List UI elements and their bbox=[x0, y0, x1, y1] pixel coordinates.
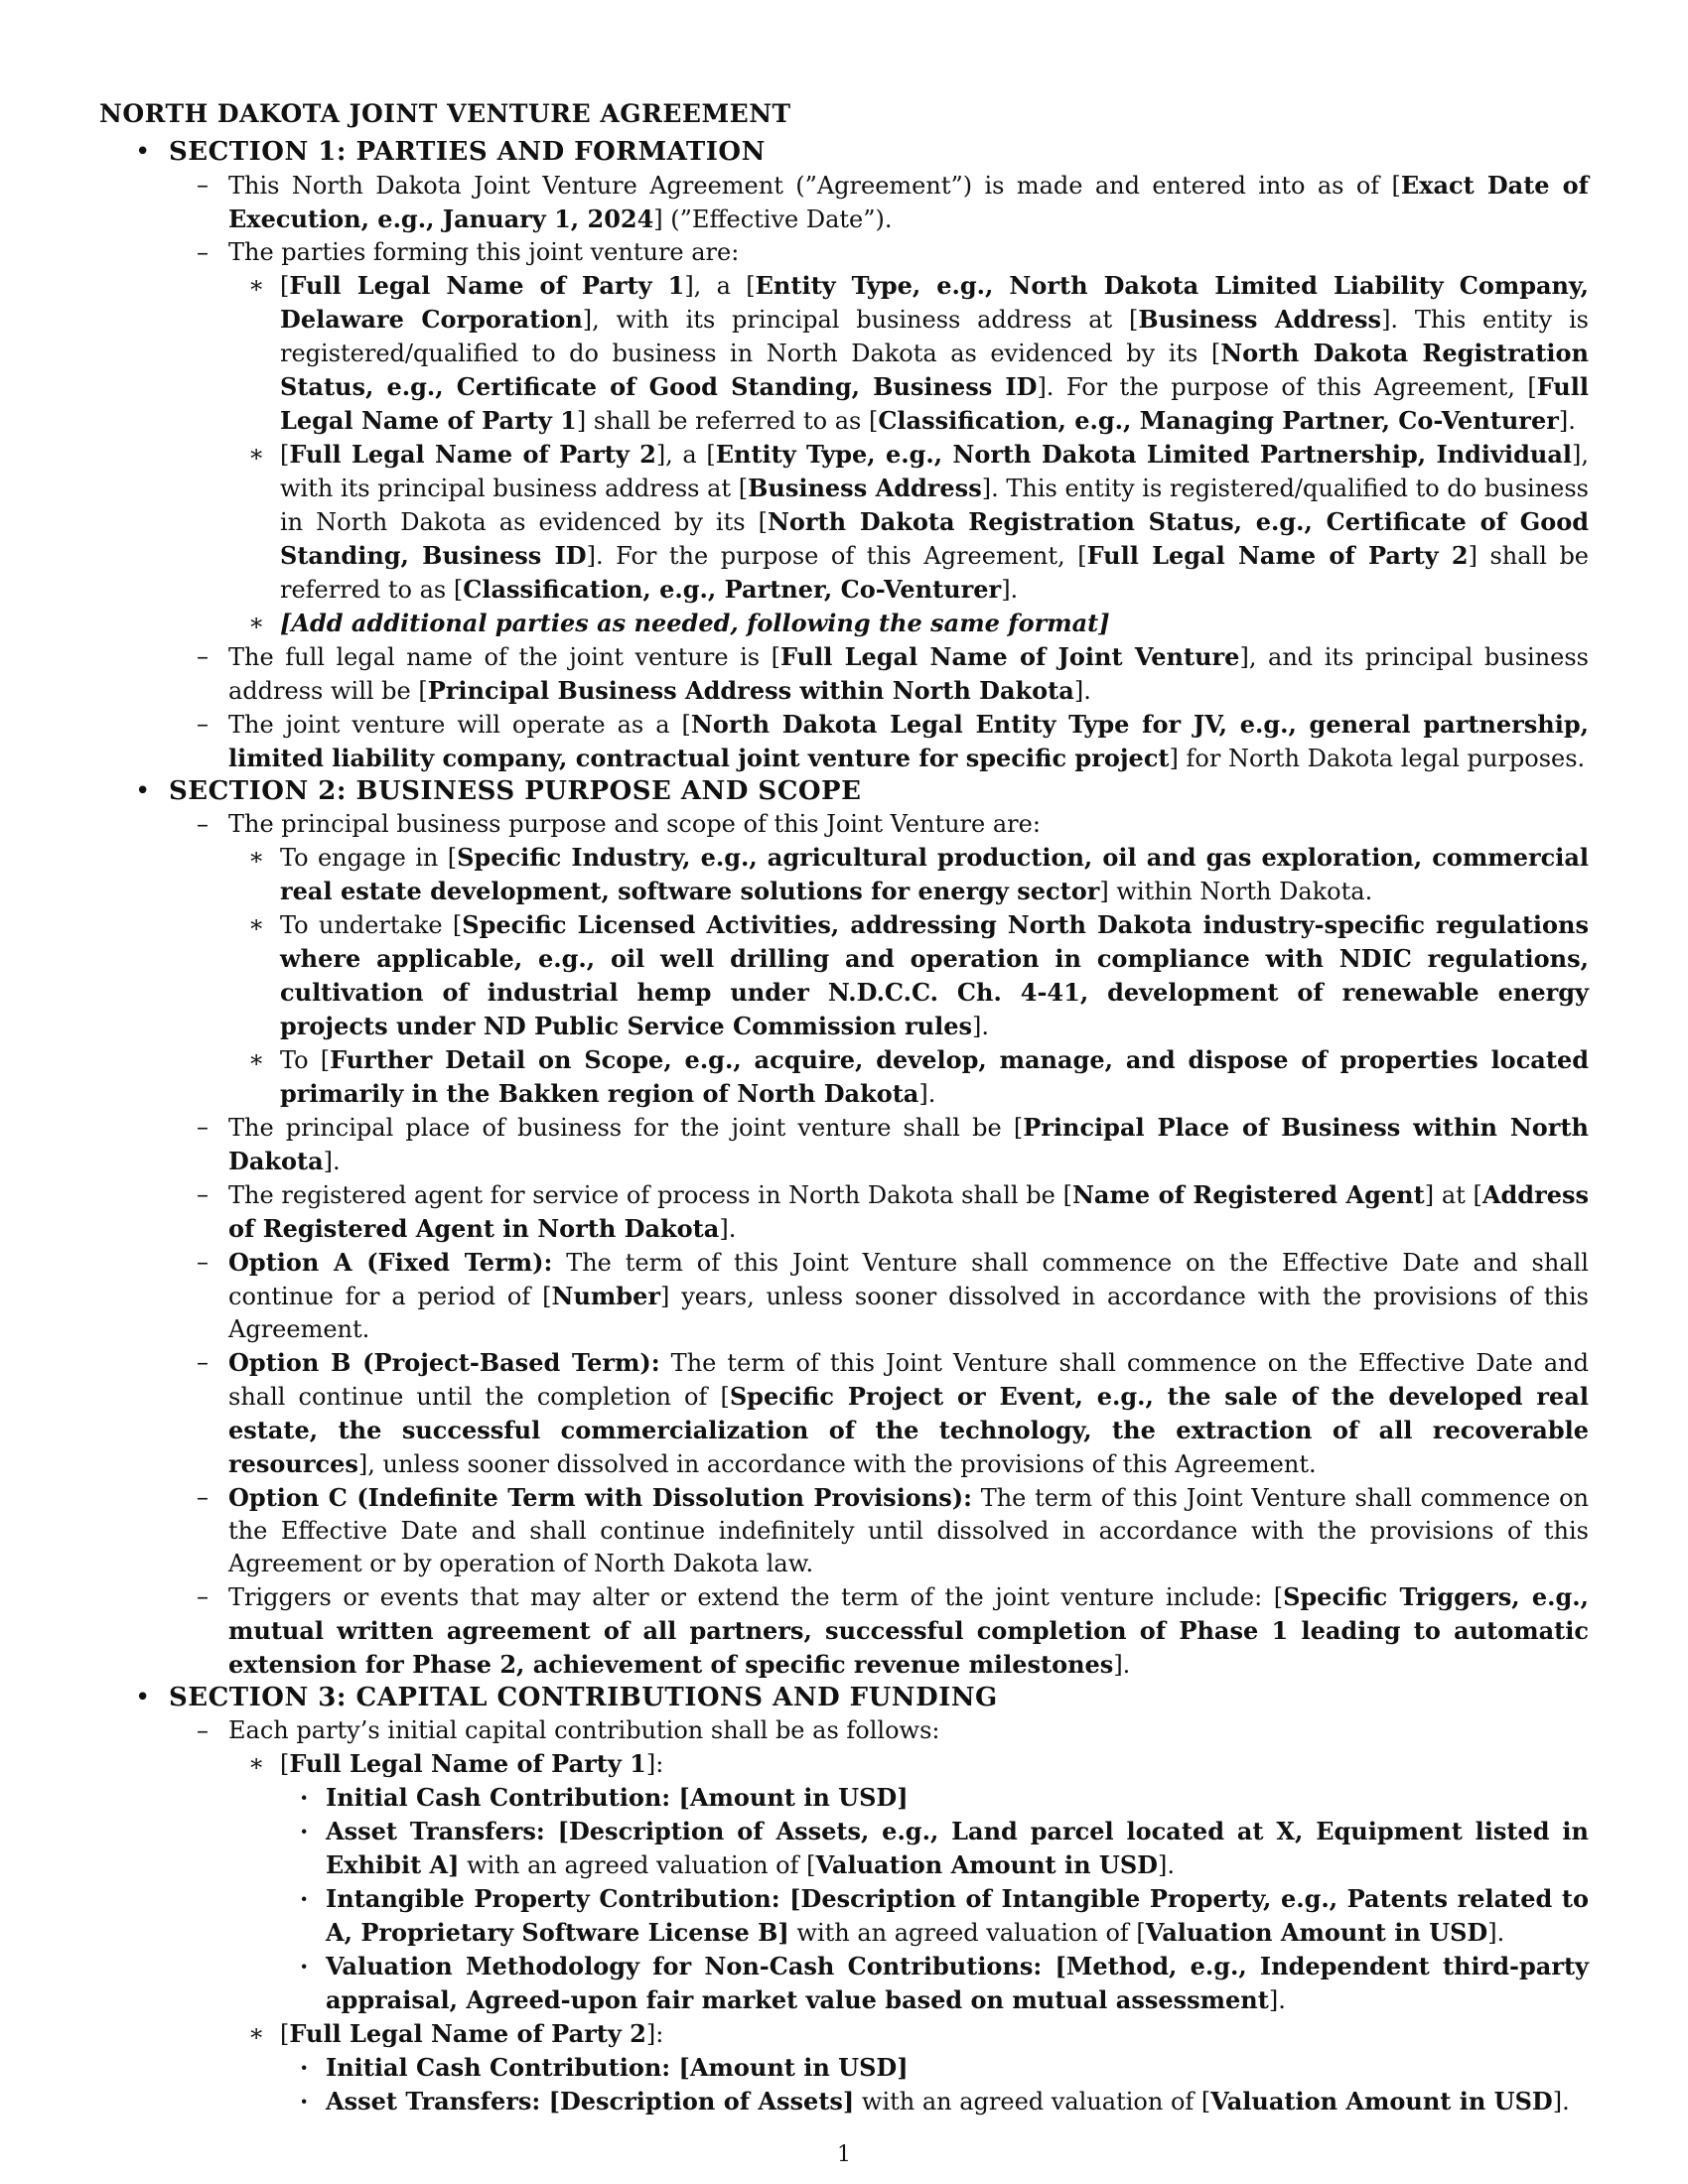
bold-text: Principal Place of Business within North Dakota bbox=[228, 1113, 1589, 1175]
text-run: ] at [ bbox=[1424, 1181, 1482, 1209]
text-run: ]. bbox=[1001, 576, 1019, 604]
text-run: ]: bbox=[645, 1750, 664, 1778]
bold-text: Option A (Fixed Term): bbox=[228, 1248, 553, 1277]
bold-text: Specific Project or Event, e.g., the sale of the developed real estate, the successful commercialization of the technology, the extraction of all recoverable resources bbox=[228, 1382, 1589, 1478]
text-run: ]. bbox=[1487, 1919, 1505, 1947]
text-run: ]. bbox=[1073, 677, 1091, 705]
text-run: ], and its principal business address will be [ bbox=[228, 643, 1589, 705]
bold-text: Entity Type, e.g., North Dakota Limited Liability Company, Delaware Corporation bbox=[280, 271, 1590, 334]
text-run: ] within North Dakota. bbox=[1099, 878, 1373, 905]
text-run: ] years, unless sooner dissolved in accordance with the provisions of this Agreement. bbox=[228, 1283, 1589, 1343]
clause-item bbox=[169, 169, 1589, 236]
clause-list bbox=[169, 808, 1589, 1682]
clause-list bbox=[169, 1714, 1589, 2118]
detail-item bbox=[280, 1781, 1589, 1815]
text-run: To [ bbox=[280, 1046, 331, 1074]
text-run: The registered agent for service of process in North Dakota shall be [ bbox=[228, 1181, 1072, 1209]
text-run: ]. bbox=[1552, 2088, 1570, 2116]
sub-clause-item bbox=[228, 1747, 1589, 2017]
bold-text: Specific Triggers, e.g., mutual written agreement of all partners, successful completion of Phase 1 leading to automatic extension for Phase 2, achievement of specific revenue milestones bbox=[228, 1582, 1589, 1679]
text-run: ]: bbox=[645, 2020, 664, 2048]
text-run: ] (”Effective Date”). bbox=[653, 205, 893, 233]
bold-text: Full Legal Name of Party 1 bbox=[289, 1749, 646, 1778]
bold-text: Business Address bbox=[1138, 305, 1382, 334]
clause-item bbox=[169, 1481, 1589, 1580]
text-run: ]. bbox=[1558, 407, 1576, 435]
bold-text: Valuation Amount in USD bbox=[1145, 1918, 1488, 1947]
detail-item bbox=[280, 2051, 1589, 2085]
bold-text: Option C (Indefinite Term with Dissolution Provisions): bbox=[228, 1483, 972, 1512]
text-run: ]. bbox=[918, 1080, 936, 1108]
text-run: ], unless sooner dissolved in accordance with the provisions of this Agreement. bbox=[357, 1450, 1317, 1478]
clause-item bbox=[169, 708, 1589, 775]
clause-item bbox=[169, 1111, 1589, 1178]
section bbox=[99, 1682, 1589, 2118]
text-run: ]. This entity is registered/qualified to do business in North Dakota as evidenced by its [ bbox=[280, 475, 1589, 536]
document-title: NORTH DAKOTA JOINT VENTURE AGREEMENT bbox=[99, 99, 791, 128]
text-run: with an agreed valuation of [ bbox=[459, 1851, 816, 1879]
section-list bbox=[99, 136, 1589, 2118]
sub-clause-item bbox=[228, 908, 1589, 1043]
page-number: 1 bbox=[837, 2142, 851, 2167]
text-run: The parties forming this joint venture are: bbox=[228, 238, 740, 266]
bold-text: Valuation Amount in USD bbox=[1210, 2087, 1553, 2116]
clause-list bbox=[228, 269, 1589, 640]
text-run: ]. For the purpose of this Agreement, [ bbox=[586, 542, 1087, 570]
detail-item bbox=[280, 1815, 1589, 1882]
text-run: ], a [ bbox=[684, 272, 756, 300]
bold-text: Classification, e.g., Partner, Co-Venturer bbox=[463, 575, 1002, 604]
bold-text: Option B (Project-Based Term): bbox=[228, 1348, 660, 1377]
text-run: The joint venture will operate as a [ bbox=[228, 711, 691, 739]
bold-text: Specific Licensed Activities, addressing North Dakota industry-specific regulations where applicable, e.g., oil well drilling and operation in compliance with NDIC regulations, cultivation of industrial hemp under N.D.C.C. Ch. 4-41, development of renewable energy projects under ND Public Service Commission rules bbox=[280, 910, 1589, 1040]
bold-text: [Add additional parties as needed, following the same format] bbox=[280, 609, 1110, 637]
clause-list bbox=[280, 1781, 1589, 2017]
bold-text: Name of Registered Agent bbox=[1071, 1180, 1425, 1209]
bold-text: Exact Date of Execution, e.g., January 1, 2024 bbox=[228, 171, 1589, 233]
bold-text: Full Legal Name of Party 2 bbox=[1086, 541, 1469, 570]
section-title: • SECTION 1: PARTIES AND FORMATION bbox=[169, 137, 766, 167]
bold-text: Classification, e.g., Managing Partner, Co-Venturer bbox=[878, 406, 1559, 435]
sub-clause-item bbox=[228, 841, 1589, 908]
bold-text: Intangible Property Contribution: [Description of Intangible Property, e.g., Patents related to A, Proprietary Software License B] bbox=[326, 1884, 1589, 1947]
detail-item bbox=[280, 2085, 1589, 2118]
text-run: ]. bbox=[972, 1013, 989, 1040]
section bbox=[99, 136, 1589, 775]
clause-item bbox=[169, 236, 1589, 640]
text-run: with an agreed valuation of [ bbox=[788, 1919, 1146, 1947]
text-run: [ bbox=[280, 1750, 290, 1778]
text-run: ] shall be referred to as [ bbox=[576, 407, 879, 435]
sub-clause-item bbox=[228, 438, 1589, 607]
clause-item bbox=[169, 808, 1589, 1111]
text-run: ]. For the purpose of this Agreement, [ bbox=[1037, 373, 1537, 401]
clause-list bbox=[280, 2051, 1589, 2118]
bold-text: Full Legal Name of Party 2 bbox=[289, 440, 656, 469]
bold-text: Valuation Amount in USD bbox=[815, 1850, 1158, 1879]
section-title: • SECTION 2: BUSINESS PURPOSE AND SCOPE bbox=[169, 776, 862, 806]
clause-item bbox=[169, 1714, 1589, 2118]
text-run: The term of this Joint Venture shall commence on the Effective Date and shall continue indefinitely until dissolved in accordance with the provisions of this Agreement or by operation of North Dakota law. bbox=[228, 1484, 1589, 1577]
bold-text: Further Detail on Scope, e.g., acquire, develop, manage, and dispose of properties located primarily in the Bakken region of North Dakota bbox=[280, 1045, 1589, 1108]
text-run: The principal place of business for the joint venture shall be [ bbox=[228, 1114, 1024, 1142]
bold-text: Entity Type, e.g., North Dakota Limited Partnership, Individual bbox=[715, 440, 1573, 469]
sub-clause-item bbox=[228, 269, 1589, 438]
bold-text: Initial Cash Contribution: [Amount in USD] bbox=[326, 2053, 909, 2082]
clause-item bbox=[169, 1346, 1589, 1481]
bold-text: Initial Cash Contribution: [Amount in USD] bbox=[326, 1783, 909, 1812]
bold-text: North Dakota Legal Entity Type for JV, e.g., general partnership, limited liability company, contractual joint venture for specific project bbox=[228, 710, 1590, 772]
bold-text: Full Legal Name of Joint Venture bbox=[780, 642, 1240, 671]
text-run: [ bbox=[280, 441, 290, 469]
text-run: ] shall be referred to as [ bbox=[280, 542, 1590, 604]
bold-text: Full Legal Name of Party 1 bbox=[280, 372, 1589, 435]
sub-clause-item bbox=[228, 607, 1589, 640]
text-run: The principal business purpose and scope of this Joint Venture are: bbox=[228, 810, 1041, 838]
text-run: ] for North Dakota legal purposes. bbox=[1169, 745, 1586, 772]
text-run: Triggers or events that may alter or extend the term of the joint venture include: [ bbox=[228, 1583, 1284, 1611]
bold-text: Full Legal Name of Party 2 bbox=[289, 2019, 646, 2048]
clause-item bbox=[169, 1246, 1589, 1346]
bold-text: Specific Industry, e.g., agricultural production, oil and gas exploration, commercial real estate development, software solutions for energy sector bbox=[280, 843, 1590, 905]
clause-list bbox=[228, 1747, 1589, 2118]
clause-item bbox=[169, 1580, 1589, 1682]
text-run: ]. This entity is registered/qualified to do business in North Dakota as evidenced by its [ bbox=[280, 306, 1589, 367]
sub-clause-item bbox=[228, 1043, 1589, 1111]
detail-item bbox=[280, 1950, 1589, 2017]
clause-list bbox=[228, 841, 1589, 1111]
detail-item bbox=[280, 1882, 1589, 1950]
text-run: This North Dakota Joint Venture Agreement (”Agreement”) is made and entered into as of [ bbox=[228, 172, 1401, 200]
text-run: ], a [ bbox=[655, 441, 716, 469]
text-run: The term of this Joint Venture shall commence on the Effective Date and shall continue for a period of [ bbox=[228, 1249, 1589, 1310]
bold-text: Principal Business Address within North Dakota bbox=[427, 676, 1074, 705]
bold-text: North Dakota Registration Status, e.g., Certificate of Good Standing, Business ID bbox=[280, 339, 1589, 401]
section-title: • SECTION 3: CAPITAL CONTRIBUTIONS AND FUNDING bbox=[169, 1683, 998, 1712]
text-run: [ bbox=[280, 2020, 290, 2048]
text-run: To undertake [ bbox=[280, 911, 463, 939]
text-run: Each party’s initial capital contribution shall be as follows: bbox=[228, 1716, 940, 1744]
text-run: The term of this Joint Venture shall commence on the Effective Date and shall continue until the completion of [ bbox=[228, 1349, 1589, 1411]
bold-text: Asset Transfers: [Description of Assets, e.g., Land parcel located at X, Equipment listed in Exhibit A] bbox=[326, 1817, 1589, 1879]
text-run: with an agreed valuation of [ bbox=[854, 2088, 1211, 2116]
section bbox=[99, 775, 1589, 1682]
bold-text: Asset Transfers: [Description of Assets] bbox=[326, 2087, 855, 2116]
text-run: To engage in [ bbox=[280, 844, 458, 872]
document-page bbox=[99, 99, 1589, 2118]
bold-text: Business Address bbox=[748, 474, 982, 502]
bold-text: North Dakota Registration Status, e.g., Certificate of Good Standing, Business ID bbox=[280, 507, 1589, 570]
bold-text: Valuation Methodology for Non-Cash Contributions: [Method, e.g., Independent third-party appraisal, Agreed-upon fair market value based on mutual assessment bbox=[326, 1952, 1589, 2014]
clause-item bbox=[169, 640, 1589, 708]
text-run: The full legal name of the joint venture is [ bbox=[228, 643, 781, 671]
sub-clause-item bbox=[228, 2017, 1589, 2118]
text-run: ]. bbox=[1268, 1986, 1286, 2014]
text-run: ]. bbox=[719, 1215, 737, 1243]
text-run: ], with its principal business address at [ bbox=[582, 306, 1139, 334]
text-run: ]. bbox=[1113, 1651, 1131, 1679]
bold-text: Address of Registered Agent in North Dakota bbox=[228, 1180, 1590, 1243]
text-run: ]. bbox=[1157, 1851, 1175, 1879]
text-run: [ bbox=[280, 272, 290, 300]
text-run: ], with its principal business address at [ bbox=[280, 441, 1590, 502]
bold-text: Number bbox=[551, 1282, 660, 1310]
bold-text: Full Legal Name of Party 1 bbox=[289, 271, 685, 300]
clause-list bbox=[169, 169, 1589, 775]
text-run: ]. bbox=[323, 1148, 341, 1175]
clause-item bbox=[169, 1178, 1589, 1246]
